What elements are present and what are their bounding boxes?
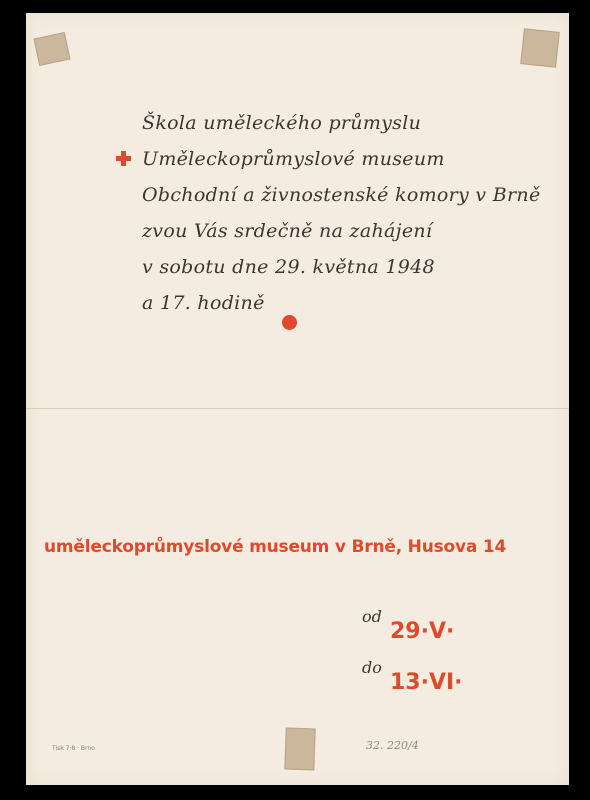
fold-line <box>26 408 569 409</box>
invitation-sheet <box>26 13 569 785</box>
printer-mark: Tisk 7·8 · Brno <box>52 745 95 752</box>
invitation-line-6: a 17. hodině <box>142 292 265 314</box>
invitation-line-2: Uměleckoprůmyslové museum <box>142 148 445 170</box>
tape-bottom <box>284 727 315 770</box>
invitation-line-5: v sobotu dne 29. května 1948 <box>142 256 435 278</box>
date-from-label: od <box>362 607 382 626</box>
date-from-value: 29·V· <box>390 619 455 644</box>
invitation-line-4: zvou Vás srdečně na zahájení <box>142 220 433 242</box>
cross-icon <box>116 151 131 166</box>
tape-top-left <box>33 32 70 66</box>
invitation-line-1: Škola uměleckého průmyslu <box>142 112 422 134</box>
date-to-label: do <box>362 658 382 677</box>
catalog-number: 32. 220/4 <box>366 739 419 752</box>
date-to-value: 13·VI· <box>390 670 463 695</box>
dot-icon <box>282 315 297 330</box>
invitation-text <box>142 105 562 321</box>
invitation-line-3: Obchodní a živnostenské komory v Brně <box>142 184 541 206</box>
venue-address: uměleckoprůmyslové museum v Brně, Husova 14 <box>44 537 507 557</box>
tape-top-right <box>520 28 560 68</box>
